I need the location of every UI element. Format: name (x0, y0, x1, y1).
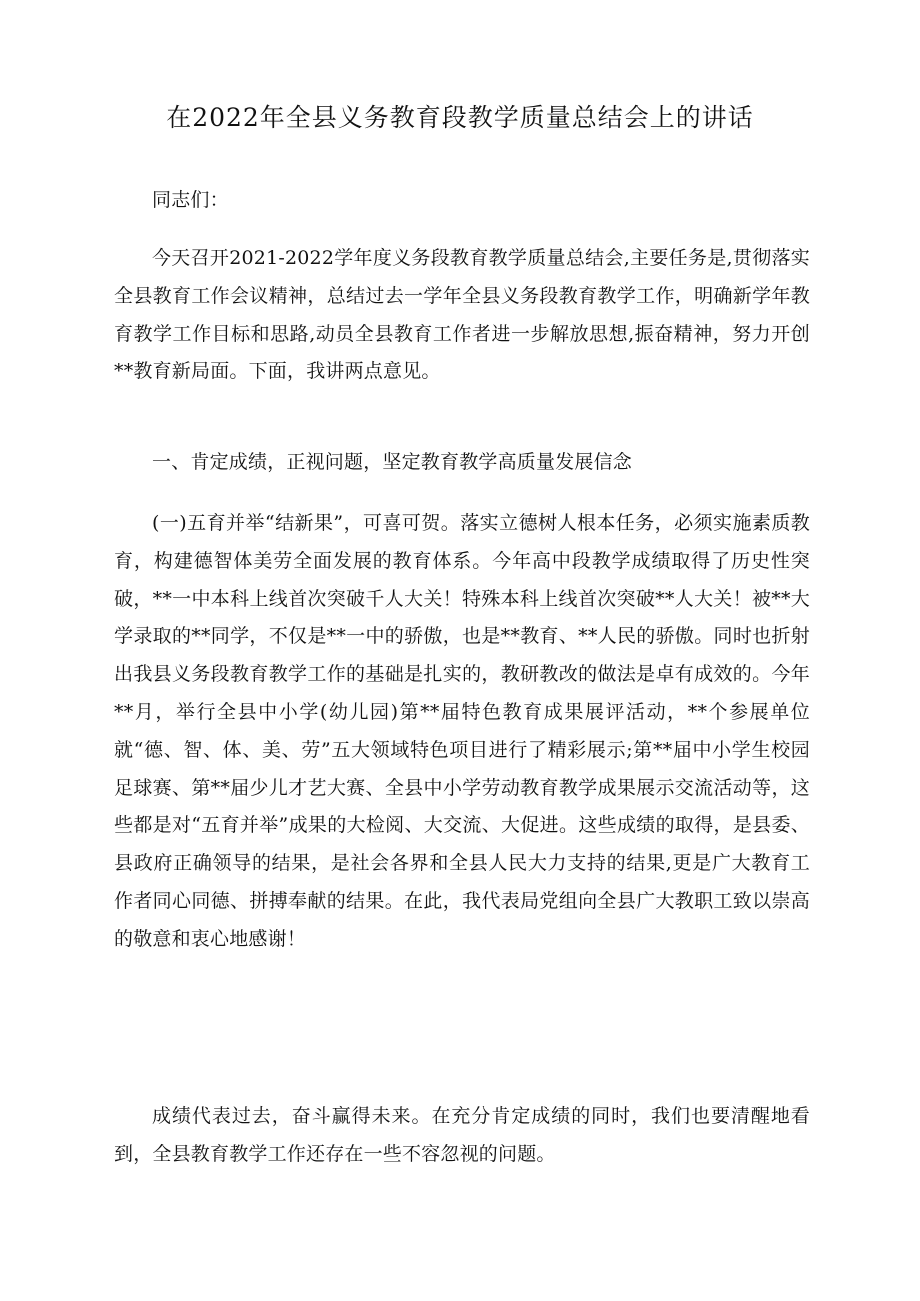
paragraph-intro: 今天召开2021-2022学年度义务段教育教学质量总结会,主要任务是,贯彻落实全县教育工作会议精神，总结过去一学年全县义务段教育教学工作，明确新学年教育教学工作目标和思路,动员全县教育工作者进一步解放思想,振奋精神，努力开创**教育新局面。下面，我讲两点意见。 (114, 247, 810, 383)
paragraph-achievements: (一)五育并举“结新果”，可喜可贺。落实立德树人根本任务，必须实施素质教育，构建德智体美劳全面发展的教育体系。今年高中段教学成绩取得了历史性突破，**一中本科上线首次突破千人大关！特殊本科上线首次突破**人大关！被**大学录取的**同学，不仅是**一中的骄傲，也是**教育、**人民的骄傲。同时也折射出我县义务段教育教学工作的基础是扎实的，教研教改的做法是卓有成效的。今年**月，举行全县中小学(幼儿园)第**届特色教育成果展评活动，**个参展单位就“德、智、体、美、劳”五大领域特色项目进行了精彩展示;第**届中小学生校园足球赛、第**届少儿才艺大赛、全县中小学劳动教育教学成果展示交流活动等，这些都是对“五育并举”成果的大检阅、大交流、大促进。这些成绩的取得，是县委、县政府正确领导的结果，是社会各界和全县人民大力支持的结果,更是广大教育工作者同心同德、拼搏奉献的结果。在此，我代表局党组向全县广大教职工致以崇高的敬意和衷心地感谢！ (114, 512, 810, 950)
document-title: 在2022年全县义务教育段教学质量总结会上的讲话 (166, 103, 754, 132)
paragraph-problems: 成绩代表过去，奋斗赢得未来。在充分肯定成绩的同时，我们也要清醒地看到，全县教育教学工作还存在一些不容忽视的问题。 (114, 1105, 810, 1165)
section-heading-1: 一、肯定成绩，正视问题，坚定教育教学高质量发展信念 (152, 451, 633, 473)
salutation: 同志们： (152, 189, 229, 211)
